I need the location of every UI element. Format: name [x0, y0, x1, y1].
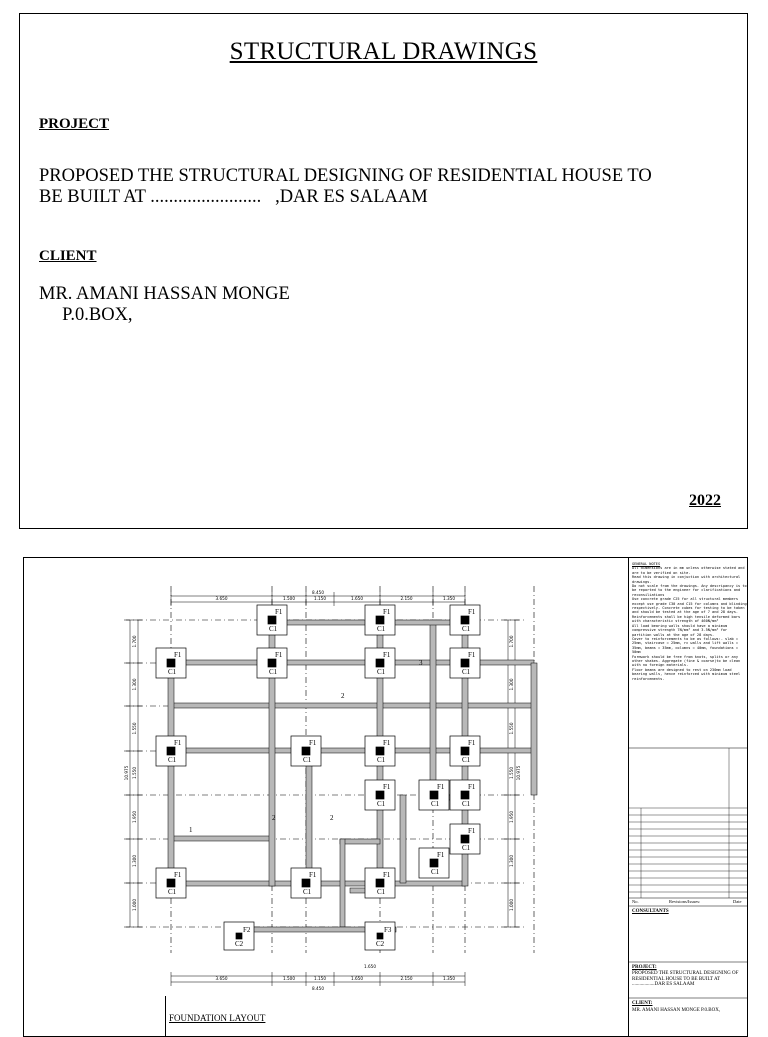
- note-item: Floor beams are designed to rest on 230mm load bearing walls, hence reinforced with minimum steel reinforcements.: [632, 667, 741, 681]
- project-heading: PROJECT: [39, 116, 110, 132]
- dim-label: 1.300: [509, 855, 514, 867]
- strip-footing: [340, 839, 345, 927]
- note-item: Use concrete grade C25 for all structural members except use grade C30 and C15 for columns and blinding respectively. Concrete cubes for testing to be taken and should be tested at the age of 7 and 28 days.: [632, 597, 747, 615]
- dim-total: 10.975: [516, 765, 521, 781]
- rev-no-header: No.: [632, 899, 639, 904]
- column: [236, 933, 242, 939]
- footing-label: F2: [243, 926, 251, 934]
- dim-label: 1.700: [132, 635, 137, 648]
- footing-label: F1: [383, 608, 391, 616]
- note-item: Cover to reinforcements to be as follows:- slab = 25mm, staircase = 25mm, rc walls and lift walls = 35mm, beams = 35mm, columns = 40mm, foundations = 50mm: [632, 636, 739, 655]
- client-details: MR. AMANI HASSAN MONGE P.0.BOX,: [39, 284, 290, 325]
- dim-label: 1.150: [314, 976, 326, 981]
- dim-inner: 1.650: [364, 964, 376, 969]
- section-mark: 1: [189, 826, 193, 834]
- column: [376, 616, 384, 624]
- section-mark: 3: [419, 659, 423, 667]
- column: [461, 791, 469, 799]
- section-mark: 2: [341, 692, 345, 700]
- dim-label: 1.950: [509, 811, 514, 823]
- dim-label: 1.000: [509, 899, 514, 911]
- rev-date-header: Date: [733, 899, 742, 904]
- dim-label: 1.650: [351, 596, 363, 601]
- note-item: Reinforcements shall be high tensile deformed bars with characteristic strength of 460N/mm²: [632, 614, 741, 624]
- dim-label: 1.550: [132, 722, 137, 735]
- column-label: C1: [431, 800, 440, 808]
- column: [302, 879, 310, 887]
- dim-label: 1.350: [443, 976, 455, 981]
- dim-total: 10.975: [124, 765, 129, 781]
- dim-label: 3.650: [215, 976, 228, 981]
- column-label: C1: [377, 625, 386, 633]
- dim-label: 1.300: [509, 678, 514, 691]
- strip-footing: [168, 663, 174, 886]
- dim-label: 1.550: [509, 767, 514, 779]
- footing-label: F1: [383, 651, 391, 659]
- foundation-plan: [24, 558, 628, 1037]
- footing-label: F1: [468, 827, 476, 835]
- tb-client-text: MR. AMANI HASSAN MONGE P.0.BOX,: [632, 1008, 721, 1013]
- column: [376, 659, 384, 667]
- column-label: C1: [303, 888, 312, 896]
- column-label: C1: [168, 756, 177, 764]
- column-label: C1: [303, 756, 312, 764]
- dim-total: 8.450: [312, 590, 324, 595]
- consultants-heading: CONSULTANTS: [632, 909, 669, 914]
- column: [167, 879, 175, 887]
- column-label: C1: [462, 756, 471, 764]
- strip-footing: [430, 620, 436, 795]
- footing-label: F1: [275, 651, 283, 659]
- note-item: All load bearing walls should have a minimum compressive strength 7N/mm² and 3.5N/mm² for partition walls at the age of 28 days.: [632, 623, 728, 637]
- footing-label: F1: [383, 871, 391, 879]
- column-label: C1: [377, 668, 386, 676]
- dim-label: 1.300: [132, 855, 137, 867]
- column-label: C1: [377, 756, 386, 764]
- tb-client-heading: CLIENT:: [632, 1001, 653, 1006]
- dim-label: 1.500: [283, 596, 295, 601]
- caption-divider: [165, 996, 166, 1037]
- column-label: C1: [462, 668, 471, 676]
- sheet-title: STRUCTURAL DRAWINGS: [229, 38, 538, 65]
- column-label: C1: [377, 800, 386, 808]
- dim-label: 1.550: [509, 722, 514, 735]
- footing-label: F1: [468, 739, 476, 747]
- footing-label: F1: [174, 871, 182, 879]
- strip-footing: [400, 795, 406, 883]
- title-block: [628, 558, 748, 1037]
- dim-label: 1.000: [132, 899, 137, 911]
- footing-label: F1: [437, 783, 445, 791]
- column-label: C1: [462, 844, 471, 852]
- dim-label: 1.950: [132, 811, 137, 823]
- column-label: C1: [462, 800, 471, 808]
- tb-project-text: PROPOSED THE STRUCTURAL DESIGNING OF RESIDENTIAL HOUSE TO BE BUILT AT ..................DAR ES SALAAM: [632, 971, 739, 987]
- project-description: PROPOSED THE STRUCTURAL DESIGNING OF RESIDENTIAL HOUSE TO BE BUILT AT ........................ ,DAR ES SALAAM: [39, 166, 652, 207]
- column: [302, 747, 310, 755]
- footing-label: F1: [383, 739, 391, 747]
- column: [430, 859, 438, 867]
- strip-footing: [340, 839, 380, 844]
- plan-caption: FOUNDATION LAYOUT: [169, 1013, 266, 1023]
- strip-footing: [531, 663, 537, 795]
- column: [268, 616, 276, 624]
- column-label: C1: [168, 888, 177, 896]
- dim-label: 1.650: [351, 976, 363, 981]
- column: [167, 747, 175, 755]
- column: [167, 659, 175, 667]
- footing-label: F1: [275, 608, 283, 616]
- footing-label: F1: [174, 739, 182, 747]
- note-item: Do not scale from the drawings. Any descripancy is to be reported to the engineer for clarifications and reconsiliations: [632, 584, 747, 597]
- client-heading: CLIENT: [39, 248, 97, 264]
- dim-label: 1.550: [132, 767, 137, 779]
- dim-label: 1.700: [509, 635, 514, 648]
- column-label: C1: [431, 868, 440, 876]
- strip-footing: [171, 703, 534, 708]
- year-label: 2022: [689, 492, 721, 509]
- dim-label: 1.350: [443, 596, 455, 601]
- footing-label: F1: [468, 783, 476, 791]
- column: [461, 747, 469, 755]
- dim-label: 2.150: [400, 976, 413, 981]
- footing-label: F1: [309, 739, 317, 747]
- column-label: C1: [377, 888, 386, 896]
- rev-desc-header: Revisions/Issues:: [669, 899, 701, 904]
- cover-sheet: [19, 13, 748, 529]
- note-item: Formwork should be free from knots, splits or any other shakes. Aggregate (fine & coarse)to be clean with no foreign materials.: [632, 654, 741, 668]
- column-label: C1: [462, 625, 471, 633]
- footing-label: F1: [383, 783, 391, 791]
- dim-label: 2.150: [400, 596, 413, 601]
- footing-label: F3: [384, 926, 392, 934]
- tb-project-heading: PROJECT:: [632, 965, 657, 970]
- column: [376, 791, 384, 799]
- column: [376, 879, 384, 887]
- footing-label: F1: [309, 871, 317, 879]
- footing-label: F1: [437, 851, 445, 859]
- column: [461, 659, 469, 667]
- footing-label: F1: [468, 608, 476, 616]
- footing-label: F1: [468, 651, 476, 659]
- dim-label: 1.500: [283, 976, 295, 981]
- note-item: All dimensions are in mm unless otherwise stated and are to be verified on site.: [632, 566, 745, 575]
- footing-label: F1: [174, 651, 182, 659]
- section-mark: 2: [330, 814, 334, 822]
- column: [268, 659, 276, 667]
- column-label: C1: [168, 668, 177, 676]
- note-item: Read this drawing in conjuction with architectural drawings.: [632, 575, 741, 584]
- section-mark: 2: [272, 814, 276, 822]
- notes-heading: GENERAL NOTES: [632, 562, 661, 566]
- column: [461, 616, 469, 624]
- strip-footing: [306, 751, 312, 886]
- column-label: C2: [235, 940, 244, 948]
- drawing-sheet: [23, 557, 748, 1037]
- column-label: C1: [269, 668, 278, 676]
- column: [376, 747, 384, 755]
- column-label: C2: [376, 940, 385, 948]
- dim-label: 3.650: [215, 596, 228, 601]
- column: [461, 835, 469, 843]
- column-label: C1: [269, 625, 278, 633]
- dim-label: 1.150: [314, 596, 326, 601]
- column: [377, 933, 383, 939]
- dim-label: 1.300: [132, 678, 137, 691]
- dim-total: 8.450: [312, 986, 324, 991]
- strip-footing: [171, 836, 272, 841]
- column: [430, 791, 438, 799]
